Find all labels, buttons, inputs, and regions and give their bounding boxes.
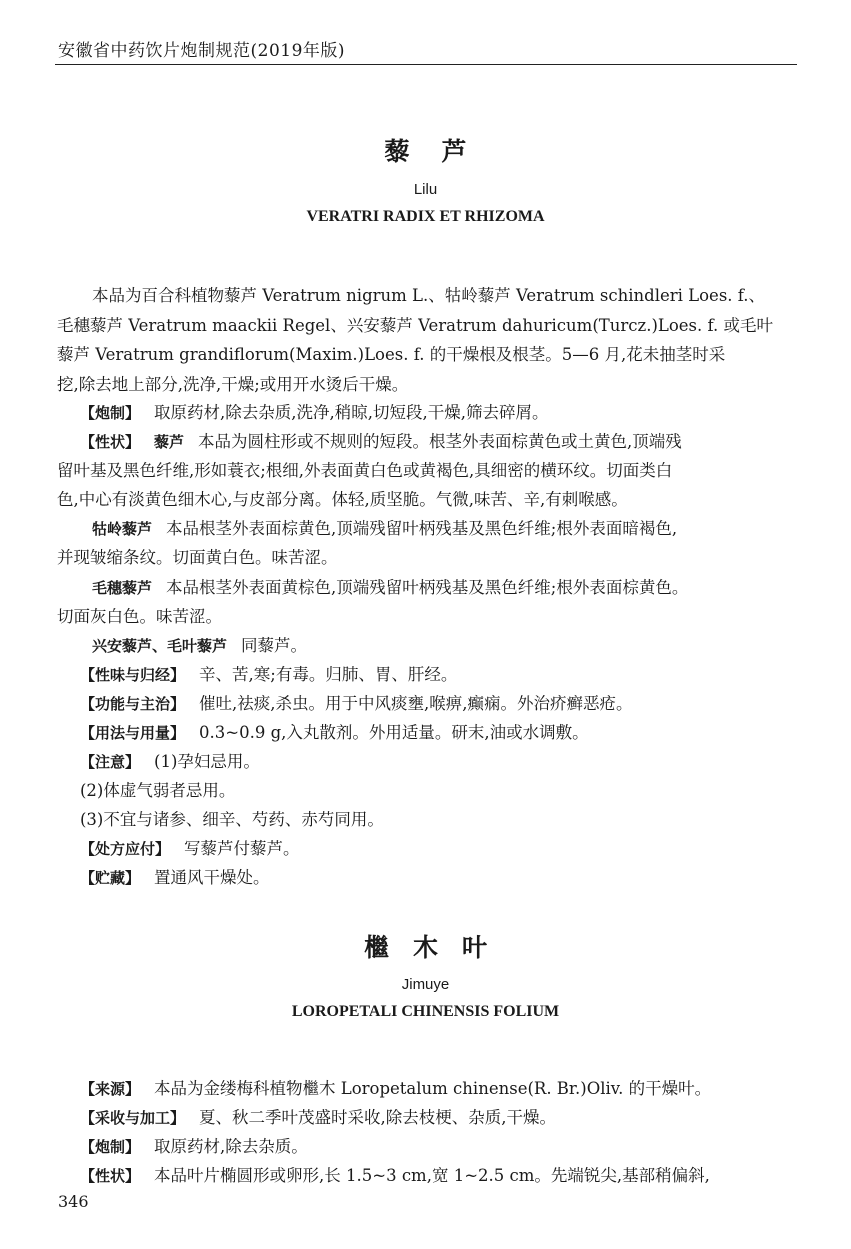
character-tag: 【性状】 [80,433,141,451]
processing-text: 取原药材,除去杂质,洗净,稍晾,切短段,干燥,筛去碎屑。 [154,403,549,422]
caution-item: (1)孕妇忌用。 [154,752,260,771]
entry1-processing [80,400,822,426]
entry1-title: 藜芦 [384,137,499,166]
prescription-tag: 【处方应付】 [80,840,171,858]
entry1-character [80,429,822,455]
function-tag: 【功能与主治】 [80,695,186,713]
source-text: 本品为金缕梅科植物檵木 Loropetalum chinense(R. Br.)Oliv. 的干燥叶。 [154,1079,712,1098]
harvest-text: 夏、秋二季叶茂盛时采收,除去枝梗、杂质,干燥。 [199,1108,557,1127]
entry1-guling [92,516,834,542]
entry1-usage [80,720,822,746]
xingan-text: 同藜芦。 [241,636,308,655]
nature-text: 辛、苦,寒;有毒。归肺、胃、肝经。 [199,665,458,684]
character-text: 本品叶片椭圆形或卵形,长 1.5~3 cm,宽 1~2.5 cm。先端锐尖,基部稍偏斜, [154,1166,710,1185]
entry2-character [80,1163,822,1189]
storage-tag: 【贮藏】 [80,869,141,887]
entry1-pinyin: Lilu [413,181,438,198]
entry1-storage [80,865,822,891]
guling-subhead: 牯岭藜芦 [92,520,153,538]
processing-tag: 【炮制】 [80,1138,141,1156]
entry1-xingan [92,633,834,659]
processing-tag: 【炮制】 [80,404,141,422]
entry1-latin-name: VERATRI RADIX ET RHIZOMA [306,208,545,225]
page-number: 346 [58,1192,89,1211]
storage-text: 置通风干燥处。 [154,868,270,887]
harvest-tag: 【采收与加工】 [80,1109,186,1127]
nature-tag: 【性味与归经】 [80,666,186,684]
entry1-caution-item: (2)体虚气弱者忌用。 [80,781,236,800]
maosui-text: 本品根茎外表面黄棕色,顶端残留叶柄残基及黑色纤维;根外表面棕黄色。 [166,578,689,597]
usage-tag: 【用法与用量】 [80,724,186,742]
entry2-title: 檵木叶 [363,933,511,962]
header-rule [55,64,797,65]
caution-tag: 【注意】 [80,753,141,771]
entry1-source-line: 藜芦 Veratrum grandiflorum(Maxim.)Loes. f. 的干燥根及根茎。5—6 月,花未抽茎时采 [57,345,726,364]
entry2-harvest [80,1105,822,1131]
entry1-caution [80,749,822,775]
entry1-source-line: 本品为百合科植物藜芦 Veratrum nigrum L.、牯岭藜芦 Veratrum schindleri Loes. f.、 [92,286,766,305]
xingan-subhead: 兴安藜芦、毛叶藜芦 [92,637,228,655]
entry1-maosui-line: 切面灰白色。味苦涩。 [57,607,222,626]
character-text: 本品为圆柱形或不规则的短段。根茎外表面棕黄色或土黄色,顶端残 [198,432,682,451]
entry1-character-line: 留叶基及黑色纤维,形如蓑衣;根细,外表面黄白色或黄褐色,具细密的横环纹。切面类白 [57,461,673,480]
prescription-text: 写藜芦付藜芦。 [184,839,300,858]
entry1-source-line: 毛穗藜芦 Veratrum maackii Regel、兴安藜芦 Veratrum dahuricum(Turcz.)Loes. f. 或毛叶 [57,316,774,335]
character-tag: 【性状】 [80,1167,141,1185]
entry1-caution-item: (3)不宜与诸参、细辛、芍药、赤芍同用。 [80,810,384,829]
processing-text: 取原药材,除去杂质。 [154,1137,308,1156]
function-text: 催吐,祛痰,杀虫。用于中风痰壅,喉痹,癫痫。外治疥癣恶疮。 [199,694,633,713]
entry1-function [80,691,822,717]
usage-text: 0.3~0.9 g,入丸散剂。外用适量。研末,油或水调敷。 [199,723,589,742]
entry2-processing [80,1134,822,1160]
guling-text: 本品根茎外表面棕黄色,顶端残留叶柄残基及黑色纤维;根外表面暗褐色, [166,519,678,538]
entry1-source-line: 挖,除去地上部分,洗净,干燥;或用开水烫后干燥。 [57,375,409,394]
entry2-source [80,1076,822,1102]
character-subhead: 藜芦 [154,433,185,451]
entry1-guling-line: 并现皱缩条纹。切面黄白色。味苦涩。 [57,548,338,567]
entry1-nature [80,662,822,688]
entry1-maosui [92,575,834,601]
source-tag: 【来源】 [80,1080,141,1098]
entry2-latin-name: LOROPETALI CHINENSIS FOLIUM [291,1003,560,1020]
maosui-subhead: 毛穗藜芦 [92,579,153,597]
entry2-pinyin: Jimuye [401,976,450,993]
entry1-prescription [80,836,822,862]
entry1-character-line: 色,中心有淡黄色细木心,与皮部分离。体轻,质坚脆。气微,味苦、辛,有刺喉感。 [57,490,628,509]
running-header: 安徽省中药饮片炮制规范(2019年版) [58,41,346,61]
